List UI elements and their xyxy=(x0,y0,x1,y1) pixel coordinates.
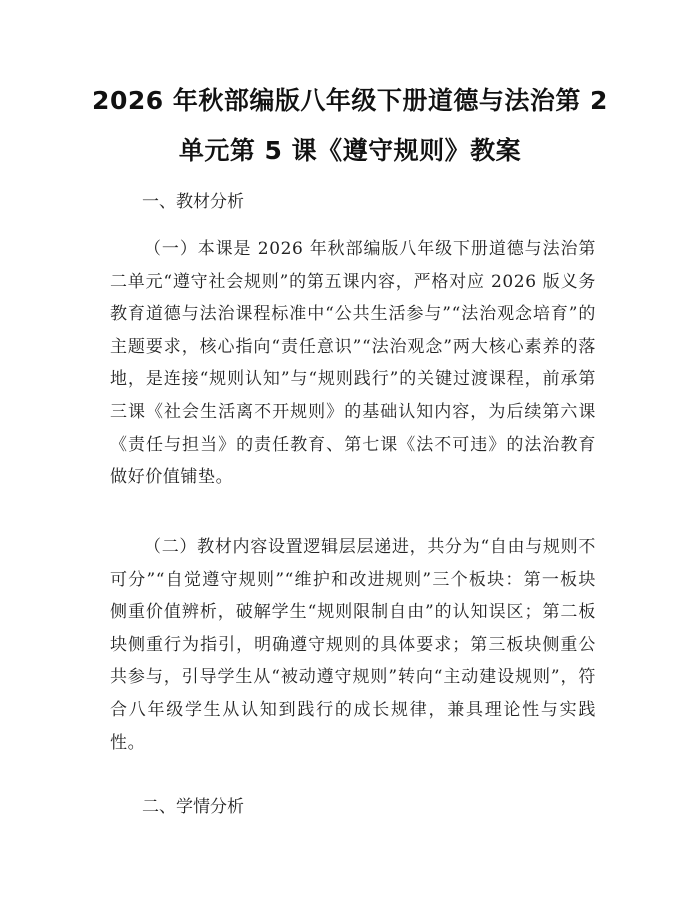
section-heading-learner-analysis: 二、学情分析 xyxy=(142,797,244,817)
paragraph-textbook-analysis-2: （二）教材内容设置逻辑层层递进，共分为“自由与规则不可分”“自觉遵守规则”“维护和改进规则”三个板块：第一板块侧重价值辨析，破解学生“规则限制自由”的认知误区；第二板块侧重行为指引，明确遵守规则的具体要求；第三板块侧重公共参与，引导学生从“被动遵守规则”转向“主动建设规则”，符合八年级学生从认知到践行的成长规律，兼具理论性与实践性。 xyxy=(110,537,596,753)
paragraph-textbook-analysis-1: （一）本课是 2026 年秋部编版八年级下册道德与法治第二单元“遵守社会规则”的第五课内容，严格对应 2026 版义务教育道德与法治课程标准中“公共生活参与”“法治观念培育”的主题要求，核心指向“责任意识”“法治观念”两大核心素养的落地，是连接“规则认知”与“规则践行”的关键过渡课程，前承第三课《社会生活离不开规则》的基础认知内容，为后续第六课《责任与担当》的责任教育、第七课《法不可违》的法治教育做好价值铺垫。 xyxy=(110,239,596,488)
document-title-line-1: 2026 年秋部编版八年级下册道德与法治第 2 xyxy=(92,86,608,115)
document-title-line-2: 单元第 5 课《遵守规则》教案 xyxy=(178,136,522,165)
section-heading-textbook-analysis: 一、教材分析 xyxy=(142,192,244,212)
